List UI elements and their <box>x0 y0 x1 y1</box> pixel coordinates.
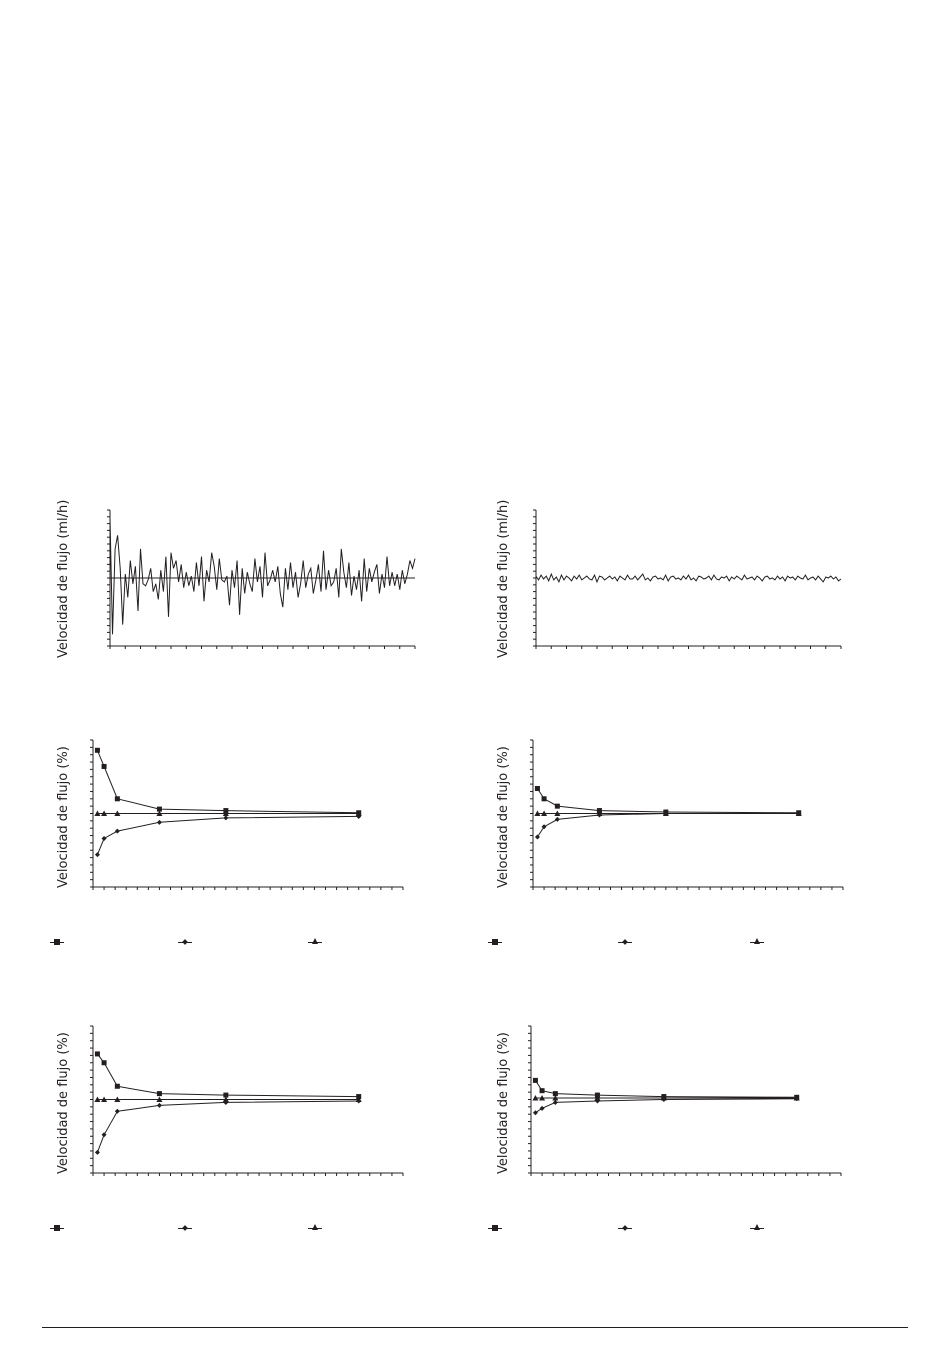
y-axis-label-trumpet-right-bottom: Velocidad de flujo (%) <box>496 1032 511 1174</box>
series-line-square <box>97 1054 358 1097</box>
data-point-square <box>115 796 120 801</box>
legend-triangle-marker <box>750 937 764 947</box>
legend-diamond-marker <box>178 937 192 947</box>
legend-square-marker <box>50 1223 64 1233</box>
legend-diamond-marker <box>178 1223 192 1233</box>
data-point-diamond <box>95 1150 100 1155</box>
series-line-diamond <box>97 816 358 854</box>
data-point-diamond <box>102 836 107 841</box>
legend-square-marker <box>50 937 64 947</box>
legend-square-marker <box>488 1223 502 1233</box>
y-axis-label-trumpet-left-bottom: Velocidad de flujo (%) <box>56 1032 71 1174</box>
footer-rule <box>42 1327 908 1328</box>
data-point-diamond <box>102 1132 107 1137</box>
series-line-square <box>537 789 798 813</box>
data-point-square <box>102 1060 107 1065</box>
y-axis-label-trumpet-left-mid: Velocidad de flujo (%) <box>56 746 71 888</box>
legend-right-mid <box>488 937 788 949</box>
data-point-square <box>157 1091 162 1096</box>
data-point-square <box>555 804 560 809</box>
legend-diamond-marker <box>618 1223 632 1233</box>
legend-left-mid <box>50 937 350 949</box>
y-axis-label-fluct-right: Velocidad de flujo (ml/h) <box>496 499 511 658</box>
data-point-square <box>540 1088 545 1093</box>
series-line-diamond <box>537 814 798 838</box>
legend-left-bottom <box>50 1223 350 1235</box>
trumpet-chart-right-mid <box>520 730 860 900</box>
data-point-diamond <box>157 1103 162 1108</box>
data-point-square <box>95 748 100 753</box>
series-line <box>110 518 415 635</box>
trumpet-chart-right-bottom <box>518 1016 858 1186</box>
fluctuation-chart-left <box>90 500 430 660</box>
data-point-square <box>95 1051 100 1056</box>
series-line <box>536 574 841 582</box>
legend-diamond-marker <box>618 937 632 947</box>
data-point-square <box>533 1078 538 1083</box>
data-point-diamond <box>540 1106 545 1111</box>
data-point-diamond <box>535 835 540 840</box>
data-point-diamond <box>542 824 547 829</box>
trumpet-chart-left-mid <box>80 730 420 900</box>
data-point-square <box>102 764 107 769</box>
legend-triangle-marker <box>308 1223 322 1233</box>
legend-triangle-marker <box>750 1223 764 1233</box>
legend-right-bottom <box>488 1223 788 1235</box>
y-axis-label-trumpet-right-mid: Velocidad de flujo (%) <box>496 746 511 888</box>
data-point-diamond <box>157 820 162 825</box>
trumpet-chart-left-bottom <box>80 1016 420 1186</box>
data-point-square <box>535 786 540 791</box>
series-line-diamond <box>535 1099 796 1113</box>
data-point-square <box>542 796 547 801</box>
data-point-diamond <box>553 1100 558 1105</box>
legend-square-marker <box>488 937 502 947</box>
data-point-diamond <box>115 829 120 834</box>
y-axis-label-fluct-left: Velocidad de flujo (ml/h) <box>56 499 71 658</box>
data-point-square <box>115 1084 120 1089</box>
series-line-diamond <box>97 1101 358 1152</box>
series-line-square <box>97 750 358 813</box>
data-point-diamond <box>115 1109 120 1114</box>
data-point-diamond <box>95 852 100 857</box>
data-point-diamond <box>223 815 228 820</box>
fluctuation-chart-right <box>516 500 856 660</box>
data-point-diamond <box>555 817 560 822</box>
legend-triangle-marker <box>308 937 322 947</box>
